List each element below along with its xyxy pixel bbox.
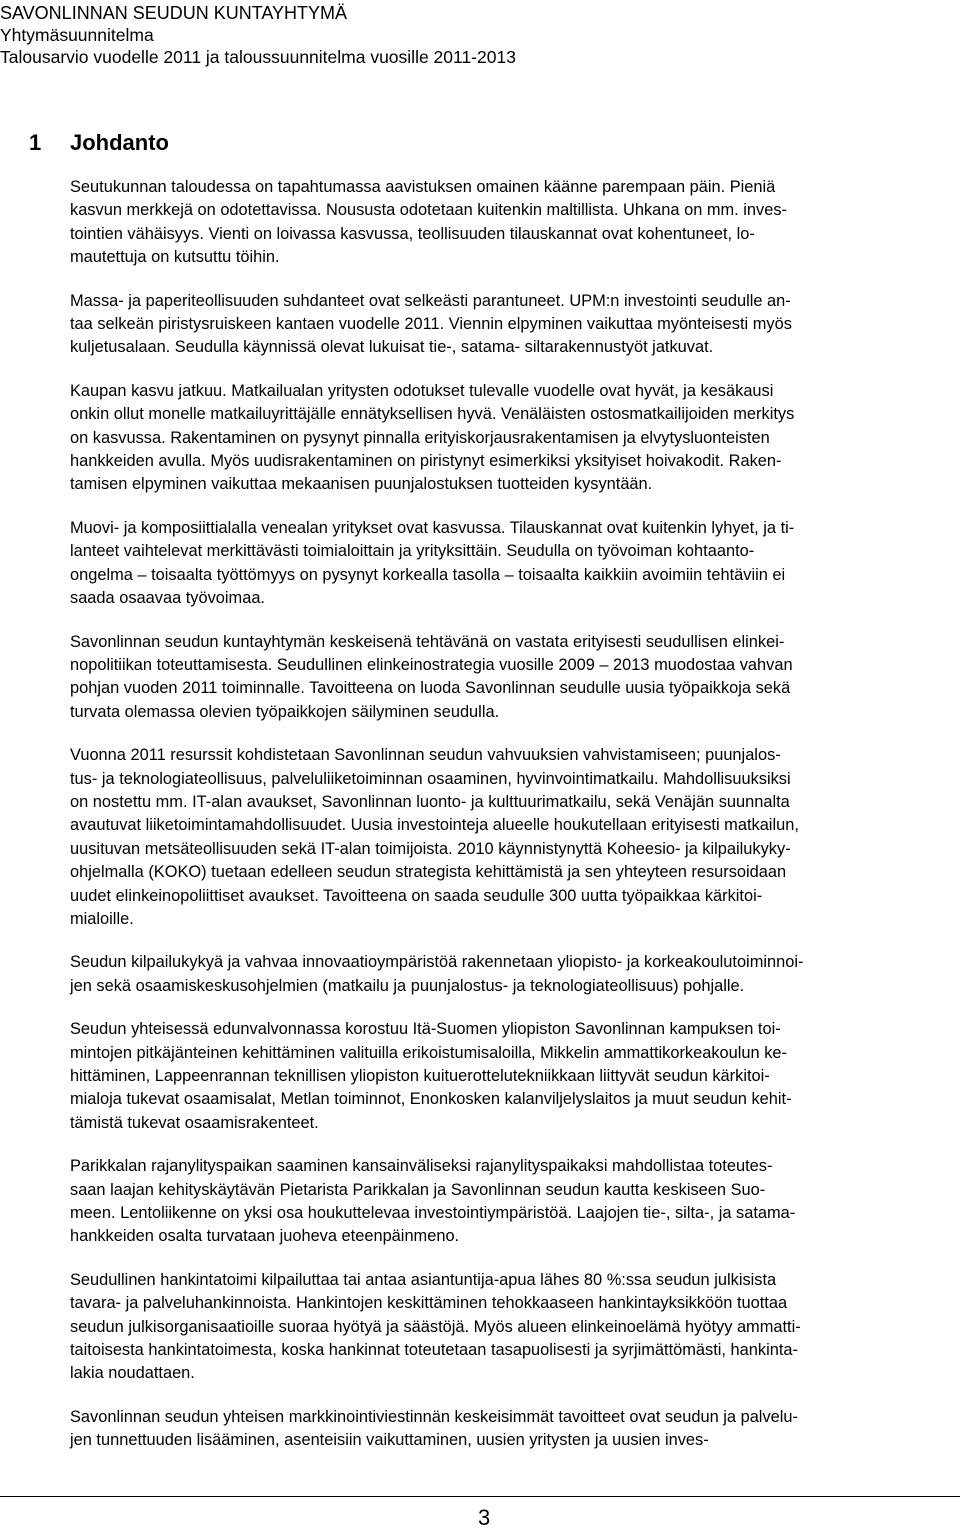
paragraph-line: ohjelmalla (KOKO) tuetaan edelleen seudun strategista kehittämistä ja sen yhteyteen resursoidaan — [70, 863, 787, 882]
header-document-type: Yhtymäsuunnitelma — [0, 25, 154, 45]
paragraph-line: hankkeiden osalta turvataan juoheva eteenpäinmeno. — [70, 1227, 460, 1246]
paragraph — [70, 1155, 950, 1249]
page-header — [0, 2, 516, 68]
paragraph — [70, 380, 950, 497]
paragraph-line: Kaupan kasvu jatkuu. Matkailualan yritysten odotukset tulevalle vuodelle ovat hyvät, ja kesäkausi — [70, 381, 774, 400]
header-organization: SAVONLINNAN SEUDUN KUNTAYHTYMÄ — [0, 3, 348, 23]
paragraph-line: uudet elinkeinopoliittiset avaukset. Tavoitteena on saada seudulle 300 uutta työpaikkaa kärkitoi- — [70, 886, 763, 905]
paragraph-line: turvata olemassa olevien työpaikkojen säilyminen seudulla. — [70, 702, 500, 721]
paragraph-line: Parikkalan rajanylityspaikan saaminen kansainväliseksi rajanylityspaikaksi mahdollistaa toteutes- — [70, 1157, 773, 1176]
paragraph-line: kasvun merkkejä on odotettavissa. Noususta odotetaan kuitenkin maltillista. Uhkana on mm. inves- — [70, 201, 787, 220]
paragraph-line: onkin ollut monelle matkailuyrittäjälle ennätyksellisen hyvä. Venäläisten ostosmatkailijoiden merkitys — [70, 405, 795, 424]
paragraph-line: tus- ja teknologiateollisuus, palveluliiketoiminnan osaaminen, hyvinvointimatkailu. Mahdollisuuksiksi — [70, 769, 791, 788]
body-text — [70, 176, 950, 1473]
paragraph-line: jen sekä osaamiskeskusohjelmien (matkailu ja puunjalostus- ja teknologiateollisuus) pohjalle. — [70, 976, 745, 995]
paragraph — [70, 517, 950, 611]
paragraph-line: hankkeiden avulla. Myös uudisrakentaminen on piristynyt esimerkiksi yksityiset hoivakodit. Raken- — [70, 452, 782, 471]
page-number: 3 — [478, 1505, 491, 1530]
paragraph-line: hittäminen, Lappeenrannan teknillisen yliopiston kuituerottelutekniikkaan liittyvät seudun kärkitoi- — [70, 1067, 770, 1085]
paragraph-line: meen. Lentoliikenne on yksi osa houkuttelevaa investointiympäristöä. Laajojen tie-, silta-, ja satama- — [70, 1204, 796, 1223]
paragraph-line: Vuonna 2011 resurssit kohdistetaan Savonlinnan seudun vahvuuksien vahvistamiseen; puunjalos- — [70, 746, 781, 765]
paragraph — [70, 1018, 950, 1135]
paragraph-line: mialoille. — [70, 909, 134, 928]
paragraph-line: tointien vähäisyys. Vienti on loivassa kasvussa, teollisuuden tilauskannat ovat kohentuneet, lo- — [70, 224, 755, 243]
paragraph-line: saan laajan kehityskäytävän Pietarista Parikkalan ja Savonlinnan seudun kautta keskiseen Suo- — [70, 1180, 766, 1199]
paragraph-line: on nostettu mm. IT-alan avaukset, Savonlinnan luonto- ja kulttuurimatkailu, sekä Venäjän suunnalta — [70, 792, 790, 811]
section-heading — [29, 128, 169, 158]
paragraph-line: Seutukunnan taloudessa on tapahtumassa aavistuksen omainen käänne parempaan päin. Pieniä — [70, 178, 776, 196]
paragraph-line: Seudun yhteisessä edunvalvonnassa korostuu Itä-Suomen yliopiston Savonlinnan kampuksen toi- — [70, 1020, 781, 1039]
paragraph-line: tämistä tukevat osaamisrakenteet. — [70, 1113, 319, 1132]
paragraph — [70, 1406, 950, 1453]
paragraph-line: saada osaavaa työvoimaa. — [70, 589, 265, 608]
paragraph-line: avautuvat liiketoimintamahdollisuudet. Uusia investointeja alueelle houkutellaan erityisesti matkailun, — [70, 816, 799, 835]
paragraph — [70, 290, 950, 360]
paragraph — [70, 744, 950, 931]
paragraph-line: Seudullinen hankintatoimi kilpailuttaa tai antaa asiantuntija-apua lähes 80 %:ssa seudun julkisista — [70, 1270, 777, 1289]
paragraph — [70, 951, 950, 998]
paragraph-line: mintojen pitkäjänteinen kehittäminen valituilla erikoistumisaloilla, Mikkelin ammattikorkeakoulun ke- — [70, 1043, 787, 1062]
paragraph-line: taa selkeän piristysruiskeen kantaen vuodelle 2011. Viennin elpyminen vaikuttaa myönteisesti myös — [70, 315, 792, 334]
paragraph-line: Muovi- ja komposiittialalla venealan yritykset ovat kasvussa. Tilauskannat ovat kuitenkin lyhyet, ja ti- — [70, 518, 795, 537]
paragraph-line: on kasvussa. Rakentaminen on pysynyt pinnalla erityiskorjausrakentamisen ja elvytysluonteisten — [70, 428, 770, 447]
paragraph-line: jen tunnettuuden lisääminen, asenteisiin vaikuttaminen, uusien yritysten ja uusien inves- — [70, 1431, 709, 1450]
paragraph-line: kuljetusalaan. Seudulla käynnissä olevat lukuisat tie-, satama- siltarakennustyöt jatkuvat. — [70, 338, 714, 357]
paragraph — [70, 176, 950, 270]
paragraph-line: Seudun kilpailukykyä ja vahvaa innovaatioympäristöä rakennetaan yliopisto- ja korkeakoulutoiminnoi- — [70, 953, 804, 972]
paragraph-line: pohjan vuoden 2011 toiminnalle. Tavoitteena on luoda Savonlinnan seudulle uusia työpaikkoja sekä — [70, 679, 791, 698]
section-number: 1 — [29, 130, 42, 155]
paragraph-line: tamisen elpyminen vaikuttaa mekaanisen puunjalostuksen tuotteiden kysyntään. — [70, 475, 653, 494]
paragraph-line: taitoisesta hankintatoimesta, koska hankinnat toteutetaan tasapuolisesti ja syrjimättömästi, hankinta- — [70, 1341, 798, 1360]
paragraph-line: tavara- ja palveluhankinnoista. Hankintojen keskittäminen tehokkaaseen hankintayksikköön tuottaa — [70, 1294, 788, 1313]
header-document-title: Talousarvio vuodelle 2011 ja taloussuunnitelma vuosille 2011-2013 — [0, 47, 516, 67]
paragraph-line: lanteet vaihtelevat merkittävästi toimialoittain ja yrityksittäin. Seudulla on työvoiman kohtaanto- — [70, 542, 755, 561]
section-title: Johdanto — [70, 130, 169, 155]
paragraph-line: lakia noudattaen. — [70, 1364, 195, 1383]
paragraph-line: uusituvan metsäteollisuuden sekä IT-alan toimijoista. 2010 käynnistynyttä Koheesio- ja kilpailukyky- — [70, 839, 791, 858]
paragraph-line: ongelma – toisaalta työttömyys on pysynyt korkealla tasolla – toisaalta kaikkiin avoimiin tehtäviin ei — [70, 565, 786, 584]
paragraph-line: Savonlinnan seudun kuntayhtymän keskeisenä tehtävänä on vastata erityisesti seudullisen elinkei- — [70, 632, 785, 651]
paragraph-line: mautettuja on kutsuttu töihin. — [70, 248, 280, 267]
paragraph — [70, 1269, 950, 1386]
paragraph-line: nopolitiikan toteuttamisesta. Seudullinen elinkeinostrategia vuosille 2009 – 2013 muodostaa vahvan — [70, 655, 793, 674]
paragraph-line: seudun julkisorganisaatioille suoraa hyötyä ja säästöjä. Myös alueen elinkeinoelämä hyötyy ammatti- — [70, 1317, 801, 1336]
paragraph — [70, 631, 950, 725]
paragraph-line: Savonlinnan seudun yhteisen markkinointiviestinnän keskeisimmät tavoitteet ovat seudun ja palvelu- — [70, 1407, 798, 1426]
paragraph-line: mialoja tukevat osaamisalat, Metlan toiminnot, Enonkosken kalanviljelyslaitos ja muut seudun kehit- — [70, 1090, 792, 1109]
paragraph-line: Massa- ja paperiteollisuuden suhdanteet ovat selkeästi parantuneet. UPM:n investointi seudulle an- — [70, 291, 791, 310]
footer-divider — [0, 1496, 960, 1497]
